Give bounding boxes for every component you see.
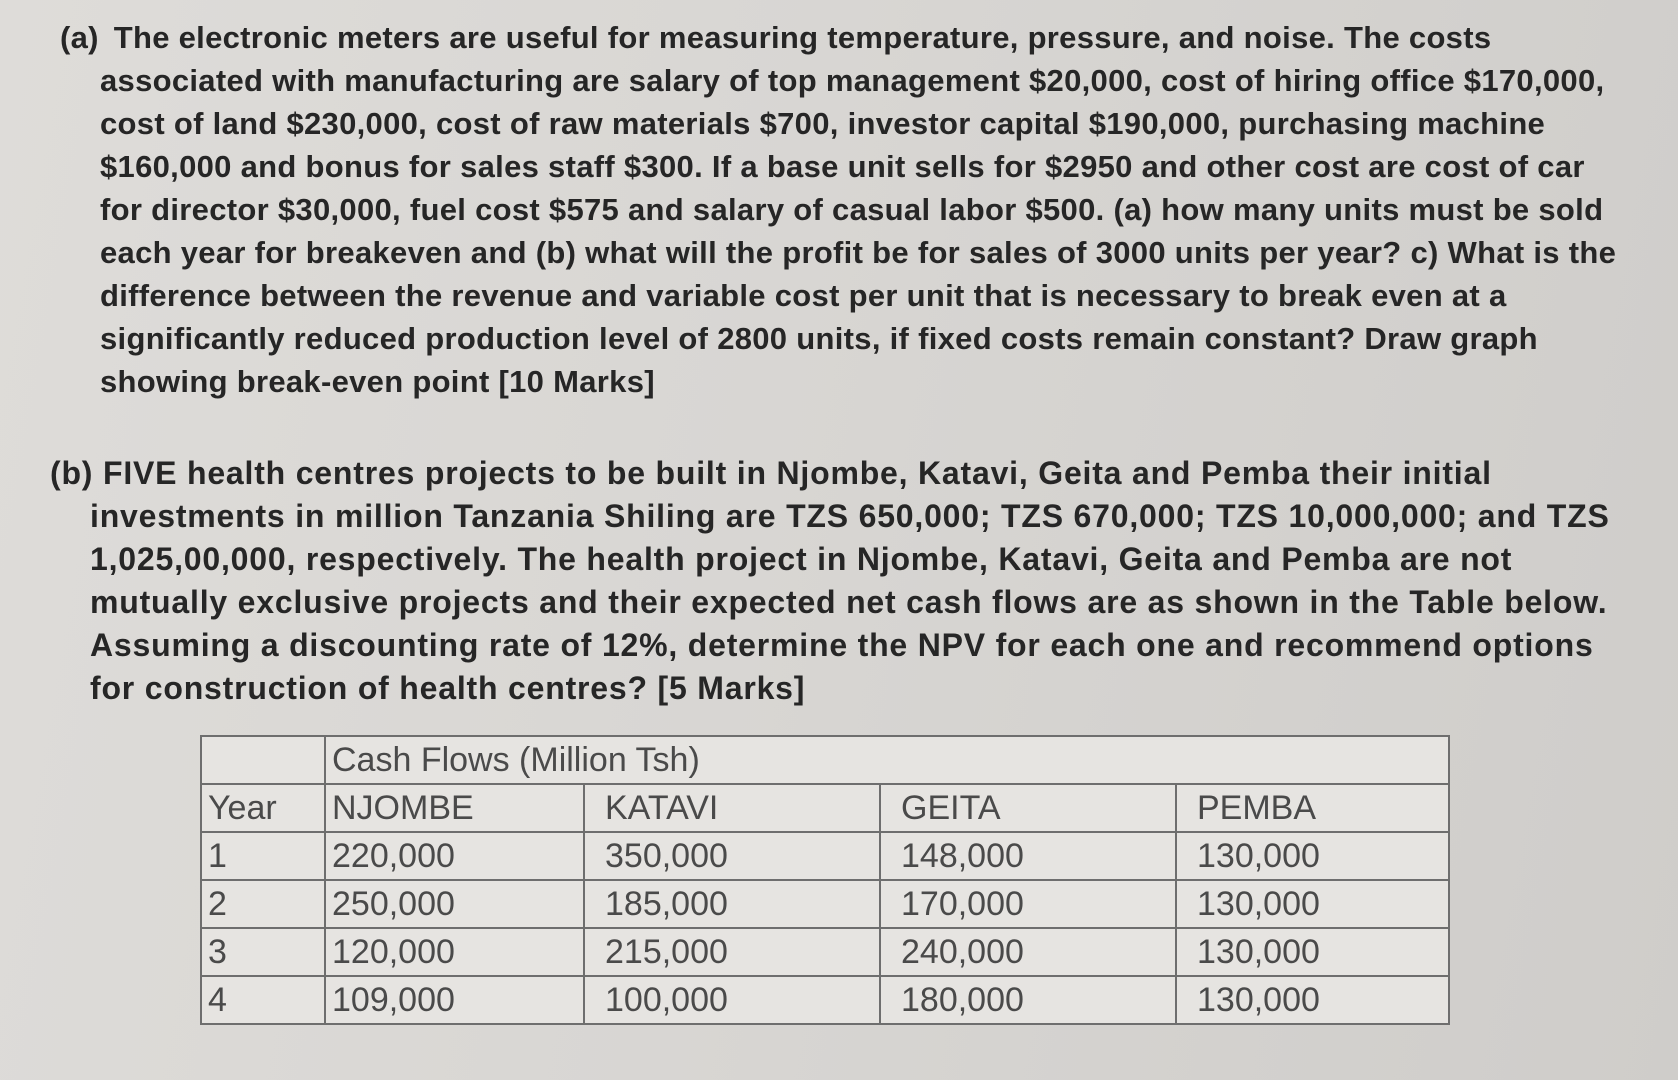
question-b-marks: [5 Marks] [657, 670, 806, 706]
question-b [50, 452, 1630, 710]
question-a-marks: [10 Marks] [498, 364, 655, 399]
header-njombe: NJOMBE [325, 784, 584, 832]
cell-pemba: 130,000 [1176, 880, 1449, 928]
cell-njombe: 220,000 [325, 832, 584, 880]
cell-geita: 170,000 [880, 880, 1176, 928]
table-row [201, 880, 1449, 928]
header-pemba: PEMBA [1176, 784, 1449, 832]
question-b-text: FIVE health centres projects to be built in Njombe, Katavi, Geita and Pemba their initial investments in million Tanzania Shiling are TZS 650,000; TZS 670,000; TZS 10,000,000; and TZS 1,025,00,000, respectively. The health project in Njombe, Katavi, Geita and Pemba are not mutually exclusive projects and their expected net cash flows are as shown in the Table below. Assuming a discounting rate of 12%, determine the NPV for each one and recommend options for construction of health centres? [90, 455, 1610, 706]
cell-njombe: 109,000 [325, 976, 584, 1024]
question-a [60, 16, 1620, 403]
header-year: Year [201, 784, 325, 832]
header-geita: GEITA [880, 784, 1176, 832]
caption-spacer-cell [201, 736, 325, 784]
cell-year: 3 [201, 928, 325, 976]
table-row [201, 928, 1449, 976]
header-katavi: KATAVI [584, 784, 880, 832]
cell-year: 4 [201, 976, 325, 1024]
cell-year: 2 [201, 880, 325, 928]
cell-year: 1 [201, 832, 325, 880]
cell-njombe: 250,000 [325, 880, 584, 928]
cell-pemba: 130,000 [1176, 928, 1449, 976]
table-row [201, 976, 1449, 1024]
cell-katavi: 350,000 [584, 832, 880, 880]
cell-katavi: 215,000 [584, 928, 880, 976]
cash-flow-table [200, 735, 1450, 1025]
cell-geita: 240,000 [880, 928, 1176, 976]
cell-pemba: 130,000 [1176, 976, 1449, 1024]
cell-pemba: 130,000 [1176, 832, 1449, 880]
cell-njombe: 120,000 [325, 928, 584, 976]
table-row [201, 832, 1449, 880]
cell-geita: 148,000 [880, 832, 1176, 880]
cell-katavi: 185,000 [584, 880, 880, 928]
question-a-label: (a) [60, 20, 99, 55]
question-a-text: The electronic meters are useful for measuring temperature, pressure, and noise. The costs associated with manufacturing are salary of top management $20,000, cost of hiring office $170,000, cost of land $230,000, cost of raw materials $700, investor capital $190,000, purchasing machine $160,000 and bonus for sales staff $300. If a base unit sells for $2950 and other cost are cost of car for director $30,000, fuel cost $575 and salary of casual labor $500. (a) how many units must be sold each year for breakeven and (b) what will the profit be for sales of 3000 units per year? c) What is the difference between the revenue and variable cost per unit that is necessary to break even at a significantly reduced production level of 2800 units, if fixed costs remain constant? Draw graph showing break-even point [100, 20, 1617, 399]
table-caption: Cash Flows (Million Tsh) [325, 736, 1449, 784]
cash-flow-table-wrapper [200, 735, 1450, 1025]
question-b-label: (b) [50, 455, 94, 491]
cell-geita: 180,000 [880, 976, 1176, 1024]
table-caption-row [201, 736, 1449, 784]
table-header-row [201, 784, 1449, 832]
cell-katavi: 100,000 [584, 976, 880, 1024]
